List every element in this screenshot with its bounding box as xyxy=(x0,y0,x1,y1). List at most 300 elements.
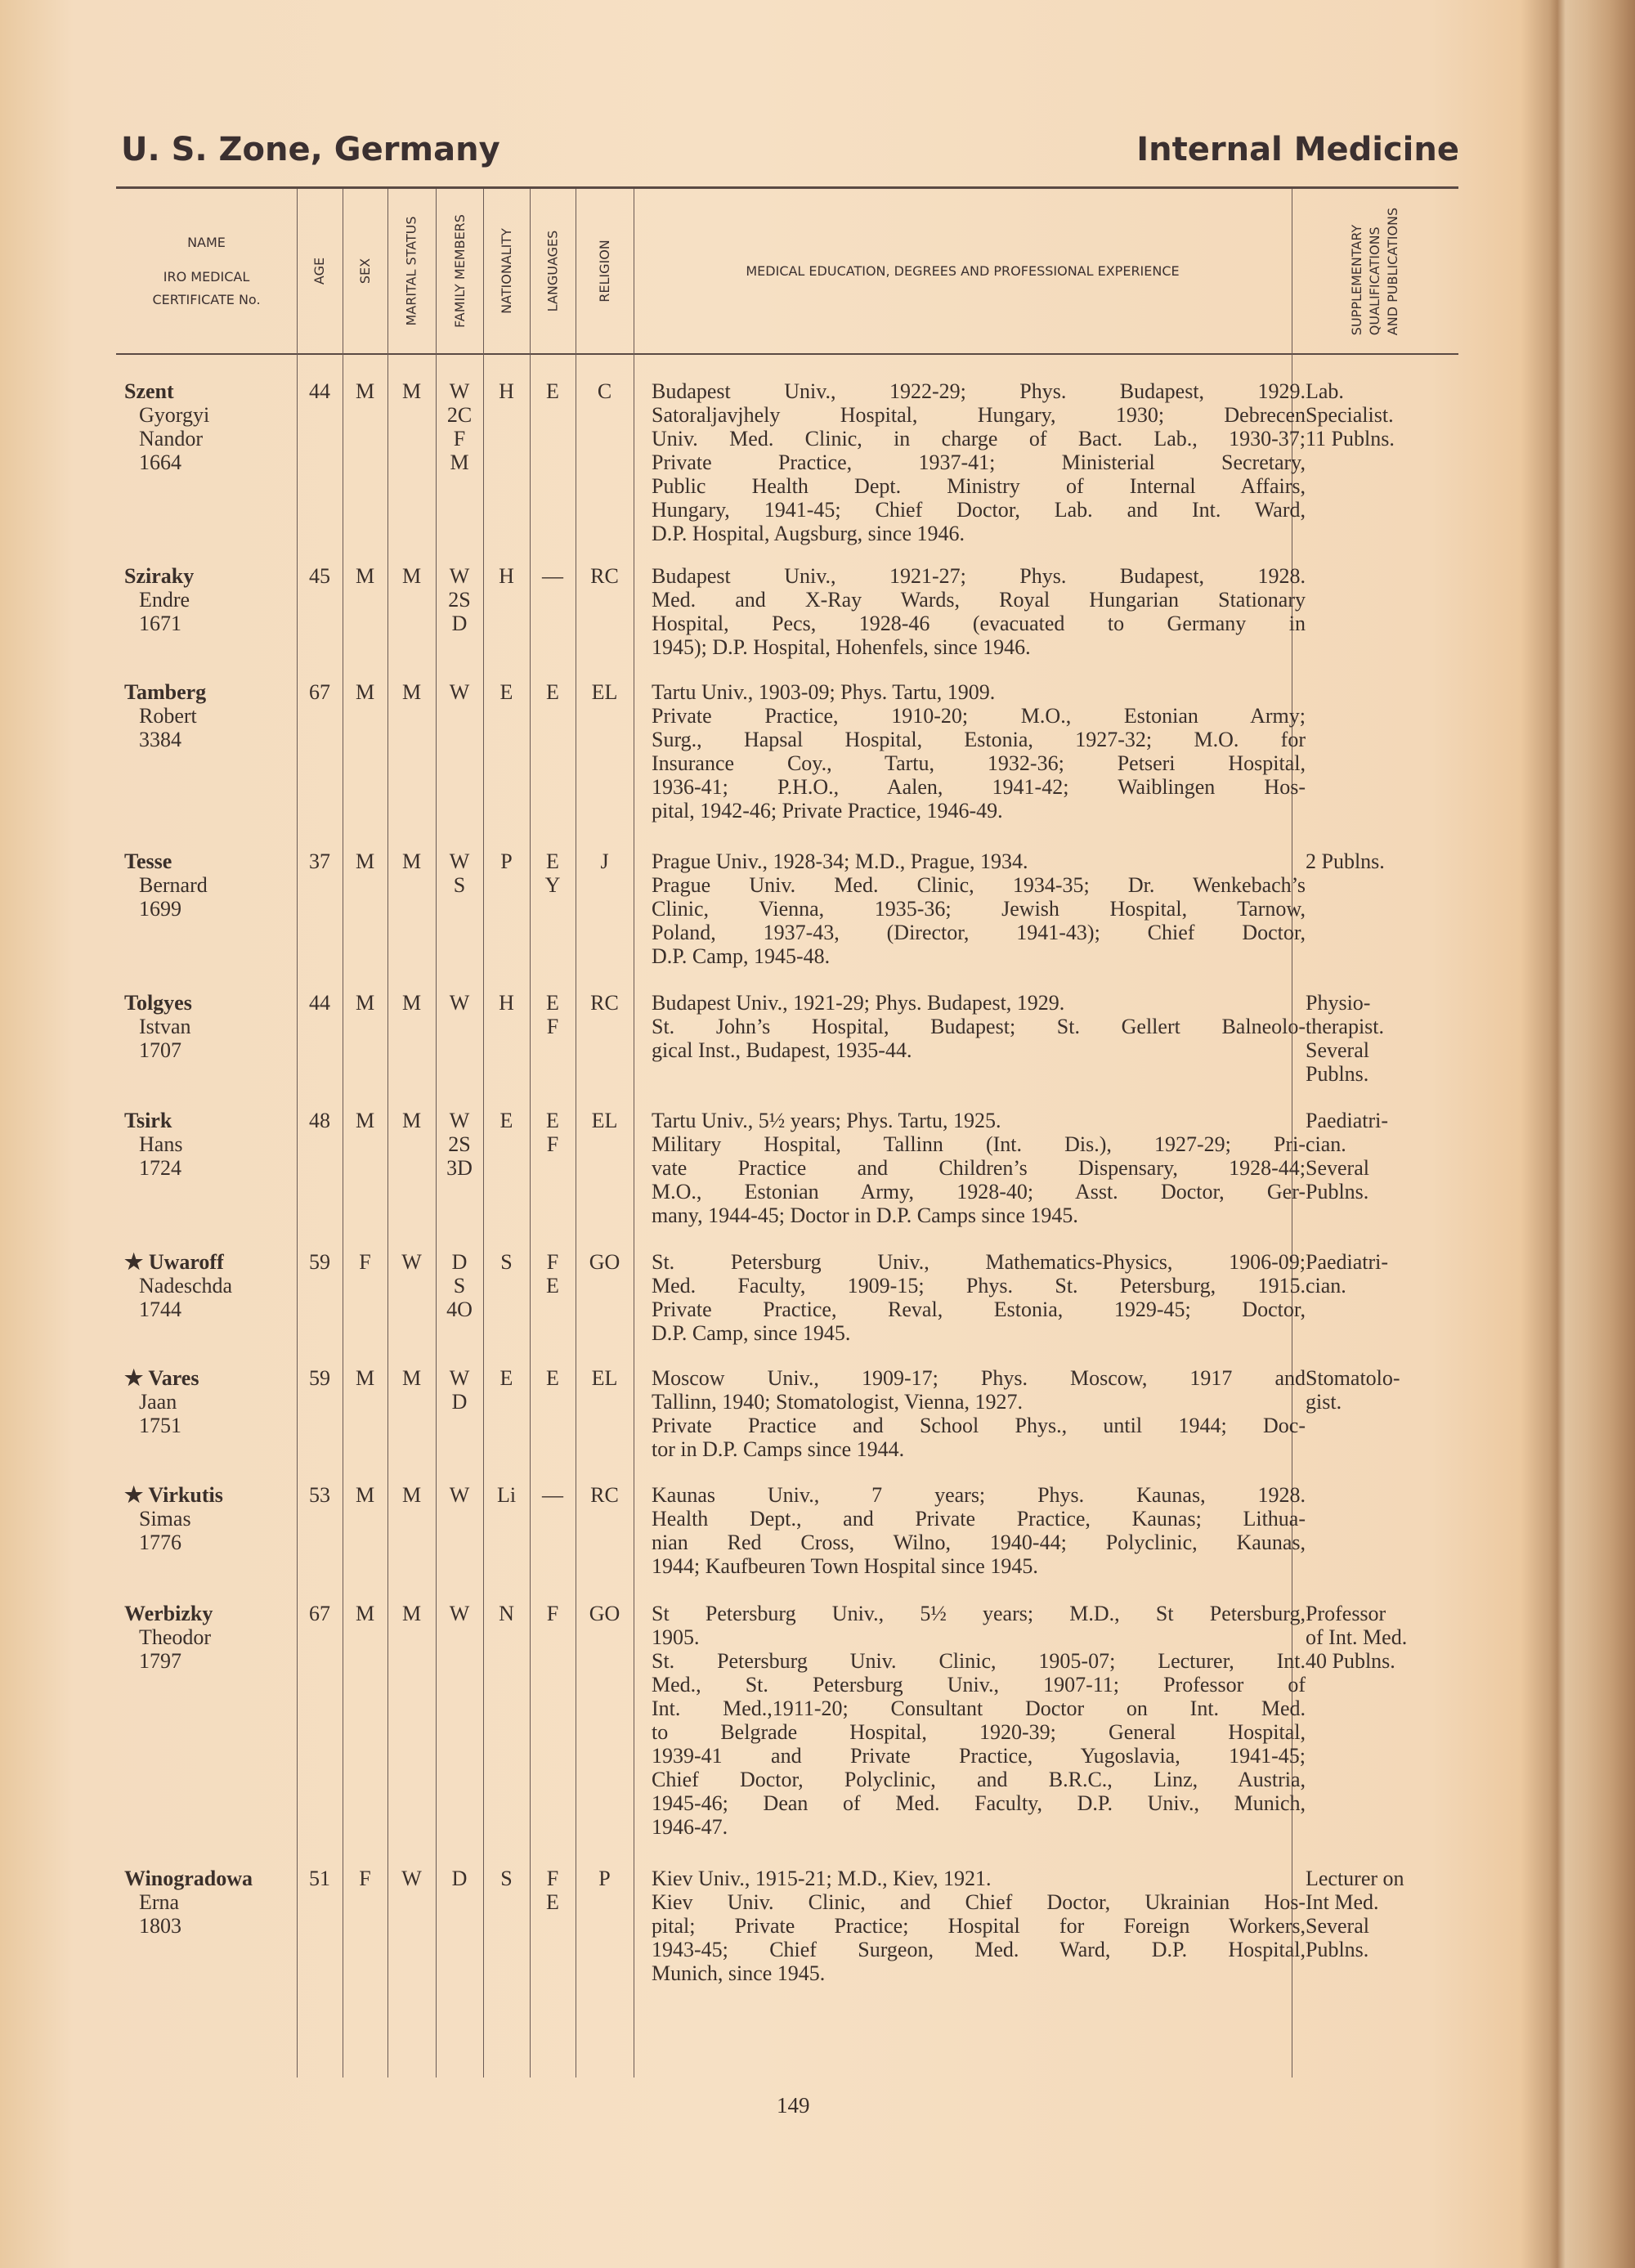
name-cell xyxy=(116,1483,297,1554)
col-header-languages xyxy=(530,189,576,353)
family-cell xyxy=(436,849,483,897)
religion-cell xyxy=(576,1366,634,1390)
education-line: Chief Doctor, Polyclinic, and B.R.C., Linz, Austria, xyxy=(652,1768,1306,1791)
sex-value: M xyxy=(355,680,375,704)
education-line: Satoraljavjhely Hospital, Hungary, 1930; Debrecen xyxy=(652,403,1306,427)
col-header-religion xyxy=(576,189,634,353)
supplementary-cell xyxy=(1306,379,1461,450)
education-line: Health Dept., and Private Practice, Kaunas; Lithua- xyxy=(652,1507,1306,1531)
religion-cell xyxy=(576,680,634,704)
education-line: 1946-47. xyxy=(652,1815,728,1839)
surname xyxy=(116,379,297,403)
languages-cell xyxy=(530,1867,576,1914)
religion-value: EL xyxy=(591,1366,618,1390)
education-cell xyxy=(652,680,1306,822)
education-line: Tallinn, 1940; Stomatologist, Vienna, 1927. xyxy=(652,1390,1024,1414)
nationality-value: Li xyxy=(496,1483,517,1507)
education-line: M.O., Estonian Army, 1928-40; Asst. Doctor, Ger- xyxy=(652,1180,1306,1203)
surname xyxy=(116,1483,297,1507)
star-icon: ★ xyxy=(124,1483,149,1507)
education-line: Univ. Med. Clinic, in charge of Bact. Lab., 1930-37; xyxy=(652,427,1306,450)
nationality-cell xyxy=(483,1109,530,1132)
education-line: D.P. Hospital, Augsburg, since 1946. xyxy=(652,522,965,545)
age-cell xyxy=(297,564,343,588)
family-value: W xyxy=(449,1366,470,1390)
nationality-value: N xyxy=(499,1602,514,1625)
supplementary-line: 40 Publns. xyxy=(1306,1649,1395,1673)
surname-text: Tsirk xyxy=(124,1109,172,1132)
family-cell xyxy=(436,1366,483,1414)
supplementary-line: Several xyxy=(1306,1156,1369,1180)
age-cell xyxy=(297,1602,343,1625)
education-line: 1945); D.P. Hospital, Hohenfels, since 1946. xyxy=(652,635,1031,659)
nationality-cell xyxy=(483,1602,530,1625)
education-line: D.P. Camp, 1945-48. xyxy=(652,944,831,968)
col-header-marital-label: MARITAL STATUS xyxy=(404,216,419,326)
certificate-number: 1724 xyxy=(139,1156,181,1180)
given-name: Istvan xyxy=(139,1015,191,1038)
certificate-number: 1664 xyxy=(139,450,181,474)
column-divider xyxy=(387,189,388,2078)
sex-cell xyxy=(343,680,387,704)
nationality-cell xyxy=(483,680,530,704)
page-number: 149 xyxy=(777,2093,810,2118)
col-header-religion-label: RELIGION xyxy=(597,240,613,303)
education-line: 1936-41; P.H.O., Aalen, 1941-42; Waiblingen Hos- xyxy=(652,775,1306,799)
given-name: Robert xyxy=(139,704,197,728)
education-line: Med., St. Petersburg Univ., 1907-11; Professor of xyxy=(652,1673,1306,1697)
nationality-cell xyxy=(483,1250,530,1274)
age-value: 59 xyxy=(309,1250,330,1274)
marital-cell xyxy=(387,1250,436,1274)
surname-text: Tamberg xyxy=(124,680,207,704)
marital-cell xyxy=(387,379,436,403)
family-cell xyxy=(436,379,483,474)
family-value: W xyxy=(449,564,470,588)
given-name: Hans xyxy=(139,1132,183,1156)
religion-value: RC xyxy=(590,991,619,1015)
family-value: 2C xyxy=(446,403,473,427)
col-header-name-line: IRO MEDICAL xyxy=(163,268,250,285)
education-cell xyxy=(652,991,1306,1062)
nationality-value: H xyxy=(499,564,514,588)
religion-value: EL xyxy=(591,1109,618,1132)
sex-value: M xyxy=(355,1109,375,1132)
education-line: Budapest Univ., 1922-29; Phys. Budapest, 1929. xyxy=(652,379,1306,403)
education-line: 1939-41 and Private Practice, Yugoslavia, 1941-45; xyxy=(652,1744,1306,1768)
family-value: 4O xyxy=(446,1298,473,1321)
education-line: Prague Univ. Med. Clinic, 1934-35; Dr. Wenkebach’s xyxy=(652,873,1306,897)
sex-value: M xyxy=(355,1366,375,1390)
education-line: tor in D.P. Camps since 1944. xyxy=(652,1437,905,1461)
education-line: Budapest Univ., 1921-29; Phys. Budapest, 1929. xyxy=(652,991,1065,1015)
age-value: 44 xyxy=(309,379,330,403)
age-cell xyxy=(297,379,343,403)
languages-value: E xyxy=(546,1366,559,1390)
education-line: Tartu Univ., 5½ years; Phys. Tartu, 1925. xyxy=(652,1109,1001,1132)
surname xyxy=(116,1602,297,1625)
supplementary-line: Publns. xyxy=(1306,1062,1369,1086)
family-value: W xyxy=(449,991,470,1015)
education-line: pital; Private Practice; Hospital for Foreign Workers, xyxy=(652,1914,1306,1938)
age-value: 59 xyxy=(309,1366,330,1390)
supplementary-line: Int Med. xyxy=(1306,1890,1379,1914)
name-cell xyxy=(116,991,297,1062)
religion-cell xyxy=(576,1483,634,1507)
supplementary-line: Lab. xyxy=(1306,379,1344,403)
name-cell xyxy=(116,1109,297,1180)
surname xyxy=(116,680,297,704)
education-line: 1945-46; Dean of Med. Faculty, D.P. Univ., Munich, xyxy=(652,1791,1306,1815)
family-value: M xyxy=(450,450,469,474)
education-line: Hungary, 1941-45; Chief Doctor, Lab. and Int. Ward, xyxy=(652,498,1306,522)
col-header-name xyxy=(116,189,297,353)
col-header-education-label: MEDICAL EDUCATION, DEGREES AND PROFESSIONAL EXPERIENCE xyxy=(746,263,1180,279)
age-value: 44 xyxy=(309,991,330,1015)
age-value: 48 xyxy=(309,1109,330,1132)
religion-cell xyxy=(576,1250,634,1274)
education-cell xyxy=(652,1366,1306,1461)
nationality-cell xyxy=(483,1366,530,1390)
education-line: Private Practice, Reval, Estonia, 1929-45; Doctor, xyxy=(652,1298,1306,1321)
surname xyxy=(116,1109,297,1132)
family-cell xyxy=(436,564,483,635)
education-line: Private Practice and School Phys., until 1944; Doc- xyxy=(652,1414,1306,1437)
religion-cell xyxy=(576,1109,634,1132)
family-value: D xyxy=(451,1390,468,1414)
col-header-supplementary xyxy=(1292,189,1458,353)
marital-cell xyxy=(387,1366,436,1390)
sex-cell xyxy=(343,1366,387,1390)
col-header-age-label: AGE xyxy=(311,257,328,285)
col-header-nationality xyxy=(483,189,530,353)
age-cell xyxy=(297,1366,343,1390)
supplementary-line: Paediatri- xyxy=(1306,1109,1389,1132)
languages-cell xyxy=(530,680,576,704)
education-line: Military Hospital, Tallinn (Int. Dis.), 1927-29; Pri- xyxy=(652,1132,1306,1156)
certificate-number: 1744 xyxy=(139,1298,181,1321)
education-cell xyxy=(652,564,1306,659)
family-value: W xyxy=(449,680,470,704)
marital-value: M xyxy=(401,991,422,1015)
given-name: Nadeschda xyxy=(139,1274,233,1298)
marital-cell xyxy=(387,991,436,1015)
education-line: Private Practice, 1937-41; Ministerial Secretary, xyxy=(652,450,1306,474)
education-line: Int. Med.,1911-20; Consultant Doctor on Int. Med. xyxy=(652,1697,1306,1720)
col-header-family-label: FAMILY MEMBERS xyxy=(451,214,468,328)
family-cell xyxy=(436,1483,483,1507)
religion-value: C xyxy=(597,379,612,403)
marital-cell xyxy=(387,1483,436,1507)
languages-value: — xyxy=(542,1483,563,1507)
family-value: F xyxy=(453,427,466,450)
family-value: S xyxy=(453,873,466,897)
certificate-number: 1797 xyxy=(139,1649,181,1673)
religion-value: J xyxy=(600,849,609,873)
marital-cell xyxy=(387,1867,436,1890)
age-cell xyxy=(297,1483,343,1507)
given-name: Endre xyxy=(139,588,190,612)
languages-value: F xyxy=(546,1132,559,1156)
nationality-value: E xyxy=(499,1109,513,1132)
religion-value: RC xyxy=(590,1483,619,1507)
education-line: Kaunas Univ., 7 years; Phys. Kaunas, 1928. xyxy=(652,1483,1306,1507)
education-line: Private Practice, 1910-20; M.O., Estonian Army; xyxy=(652,704,1306,728)
nationality-value: S xyxy=(500,1867,513,1890)
supplementary-cell xyxy=(1306,1109,1461,1203)
education-line: Kiev Univ., 1915-21; M.D., Kiev, 1921. xyxy=(652,1867,992,1890)
supplementary-line: Paediatri- xyxy=(1306,1250,1389,1274)
languages-value: F xyxy=(546,1015,559,1038)
sex-cell xyxy=(343,1109,387,1132)
sex-cell xyxy=(343,1867,387,1890)
religion-value: GO xyxy=(589,1602,620,1625)
marital-value: M xyxy=(401,1602,422,1625)
languages-value: F xyxy=(546,1250,559,1274)
given-name: Erna xyxy=(139,1890,180,1914)
certificate-number: 1776 xyxy=(139,1531,181,1554)
name-cell xyxy=(116,564,297,635)
col-header-name-line: CERTIFICATE No. xyxy=(152,291,261,307)
religion-value: EL xyxy=(591,680,618,704)
education-line: St Petersburg Univ., 5½ years; M.D., St Petersburg, xyxy=(652,1602,1306,1625)
certificate-number: 1707 xyxy=(139,1038,181,1062)
col-header-languages-label: LANGUAGES xyxy=(544,230,561,312)
supplementary-line: Publns. xyxy=(1306,1938,1369,1961)
education-line: Kiev Univ. Clinic, and Chief Doctor, Ukrainian Hos- xyxy=(652,1890,1306,1914)
languages-value: F xyxy=(546,1867,559,1890)
col-header-name-line: NAME xyxy=(187,234,226,250)
languages-value: E xyxy=(546,379,559,403)
languages-value: — xyxy=(542,564,563,588)
family-value: D xyxy=(451,612,468,635)
languages-cell xyxy=(530,1250,576,1298)
education-line: Prague Univ., 1928-34; M.D., Prague, 1934. xyxy=(652,849,1028,873)
education-line: vate Practice and Children’s Dispensary, 1928-44; xyxy=(652,1156,1306,1180)
languages-value: E xyxy=(546,991,559,1015)
given-name: Bernard xyxy=(139,873,208,897)
given-name: Theodor xyxy=(139,1625,212,1649)
education-line: to Belgrade Hospital, 1920-39; General Hospital, xyxy=(652,1720,1306,1744)
name-cell xyxy=(116,1250,297,1321)
header-bottom-rule xyxy=(116,353,1458,355)
surname-text: Virkutis xyxy=(148,1483,223,1507)
education-line: 1905. xyxy=(652,1625,700,1649)
family-cell xyxy=(436,1602,483,1625)
surname xyxy=(116,849,297,873)
col-header-supp-line: SUPPLEMENTARY xyxy=(1349,224,1364,335)
supplementary-cell xyxy=(1306,849,1461,873)
education-line: St. John’s Hospital, Budapest; St. Gellert Balneolo- xyxy=(652,1015,1306,1038)
marital-value: M xyxy=(401,849,422,873)
family-value: W xyxy=(449,1602,470,1625)
surname-text: Tolgyes xyxy=(124,991,192,1015)
age-value: 53 xyxy=(309,1483,330,1507)
nationality-cell xyxy=(483,564,530,588)
education-line: D.P. Camp, since 1945. xyxy=(652,1321,851,1345)
given-name: Simas xyxy=(139,1507,191,1531)
nationality-cell xyxy=(483,991,530,1015)
nationality-value: H xyxy=(499,991,514,1015)
nationality-cell xyxy=(483,1483,530,1507)
education-cell xyxy=(652,1483,1306,1578)
supplementary-line: Professor xyxy=(1306,1602,1386,1625)
sex-value: M xyxy=(355,1602,375,1625)
supplementary-line: of Int. Med. xyxy=(1306,1625,1408,1649)
surname-text: Szent xyxy=(124,379,174,403)
education-line: Public Health Dept. Ministry of Internal Affairs, xyxy=(652,474,1306,498)
education-cell xyxy=(652,1109,1306,1227)
languages-cell xyxy=(530,1602,576,1625)
age-cell xyxy=(297,1109,343,1132)
family-cell xyxy=(436,680,483,704)
sex-value: M xyxy=(355,849,375,873)
supplementary-line: 2 Publns. xyxy=(1306,849,1385,873)
marital-value: M xyxy=(401,680,422,704)
marital-value: M xyxy=(401,1109,422,1132)
supplementary-line: cian. xyxy=(1306,1132,1346,1156)
religion-cell xyxy=(576,991,634,1015)
languages-value: E xyxy=(546,1274,559,1298)
nationality-value: H xyxy=(499,379,514,403)
supplementary-line: gist. xyxy=(1306,1390,1342,1414)
education-line: Hospital, Pecs, 1928-46 (evacuated to Germany in xyxy=(652,612,1306,635)
religion-cell xyxy=(576,849,634,873)
languages-cell xyxy=(530,991,576,1038)
column-divider xyxy=(483,189,484,2078)
religion-cell xyxy=(576,564,634,588)
education-line: Insurance Coy., Tartu, 1932-36; Petseri Hospital, xyxy=(652,751,1306,775)
marital-cell xyxy=(387,1109,436,1132)
family-cell xyxy=(436,1867,483,1890)
name-cell xyxy=(116,849,297,921)
family-value: 2S xyxy=(448,1132,471,1156)
surname-text: Uwaroff xyxy=(148,1250,224,1274)
supplementary-line: Stomatolo- xyxy=(1306,1366,1400,1390)
education-cell xyxy=(652,1602,1306,1839)
sex-cell xyxy=(343,991,387,1015)
name-cell xyxy=(116,379,297,474)
languages-value: F xyxy=(546,1602,559,1625)
family-value: S xyxy=(453,1274,466,1298)
age-cell xyxy=(297,991,343,1015)
name-cell xyxy=(116,680,297,751)
marital-value: W xyxy=(401,1867,422,1890)
education-line: Budapest Univ., 1921-27; Phys. Budapest, 1928. xyxy=(652,564,1306,588)
nationality-value: S xyxy=(500,1250,513,1274)
languages-cell xyxy=(530,564,576,588)
religion-value: RC xyxy=(590,564,619,588)
supplementary-line: Several xyxy=(1306,1038,1369,1062)
sex-value: M xyxy=(355,379,375,403)
nationality-cell xyxy=(483,849,530,873)
languages-cell xyxy=(530,1483,576,1507)
surname xyxy=(116,1366,297,1390)
supplementary-line: cian. xyxy=(1306,1274,1346,1298)
given-name: Gyorgyi xyxy=(139,403,210,427)
supplementary-cell xyxy=(1306,1366,1461,1414)
marital-value: M xyxy=(401,1366,422,1390)
family-value: 3D xyxy=(446,1156,473,1180)
family-cell xyxy=(436,1109,483,1180)
family-value: W xyxy=(449,1109,470,1132)
family-value: D xyxy=(451,1867,468,1890)
family-cell xyxy=(436,1250,483,1321)
surname-text: Werbizky xyxy=(124,1602,213,1625)
surname-text: Winogradowa xyxy=(124,1867,253,1890)
sex-cell xyxy=(343,1483,387,1507)
education-line: Med. Faculty, 1909-15; Phys. St. Petersburg, 1915. xyxy=(652,1274,1306,1298)
supplementary-line: 11 Publns. xyxy=(1306,427,1395,450)
education-line: Poland, 1937-43, (Director, 1941-43); Chief Doctor, xyxy=(652,921,1306,944)
certificate-number: 1699 xyxy=(139,897,181,921)
languages-value: E xyxy=(546,1109,559,1132)
education-line: pital, 1942-46; Private Practice, 1946-49. xyxy=(652,799,1003,822)
col-header-supp-line: QUALIFICATIONS xyxy=(1367,226,1382,335)
surname-text: Sziraky xyxy=(124,564,195,588)
family-value: W xyxy=(449,379,470,403)
supplementary-cell xyxy=(1306,1602,1461,1673)
supplementary-line: therapist. xyxy=(1306,1015,1385,1038)
col-header-age xyxy=(297,189,343,353)
age-value: 51 xyxy=(309,1867,330,1890)
education-line: nian Red Cross, Wilno, 1940-44; Polyclinic, Kaunas, xyxy=(652,1531,1306,1554)
family-value: 2S xyxy=(448,588,471,612)
languages-cell xyxy=(530,1109,576,1156)
religion-value: P xyxy=(598,1867,611,1890)
education-line: St. Petersburg Univ. Clinic, 1905-07; Lecturer, Int. xyxy=(652,1649,1306,1673)
surname xyxy=(116,564,297,588)
marital-value: M xyxy=(401,379,422,403)
star-icon: ★ xyxy=(124,1250,149,1274)
languages-value: E xyxy=(546,849,559,873)
sex-value: M xyxy=(355,564,375,588)
col-header-nationality-label: NATIONALITY xyxy=(499,228,515,314)
nationality-cell xyxy=(483,379,530,403)
education-line: gical Inst., Budapest, 1935-44. xyxy=(652,1038,912,1062)
languages-value: Y xyxy=(544,873,561,897)
languages-value: E xyxy=(546,680,559,704)
marital-value: M xyxy=(401,1483,422,1507)
languages-cell xyxy=(530,1366,576,1390)
nationality-value: P xyxy=(500,849,513,873)
given-name: Jaan xyxy=(139,1390,177,1414)
marital-value: M xyxy=(401,564,422,588)
surname-text: Vares xyxy=(148,1366,199,1390)
name-cell xyxy=(116,1602,297,1673)
religion-cell xyxy=(576,1602,634,1625)
marital-cell xyxy=(387,849,436,873)
religion-cell xyxy=(576,379,634,403)
given-name: Nandor xyxy=(139,427,203,450)
languages-cell xyxy=(530,379,576,403)
languages-value: E xyxy=(546,1890,559,1914)
education-line: Moscow Univ., 1909-17; Phys. Moscow, 1917 and xyxy=(652,1366,1306,1390)
age-value: 67 xyxy=(309,1602,330,1625)
col-header-education xyxy=(634,189,1292,353)
certificate-number: 1803 xyxy=(139,1914,181,1938)
family-value: W xyxy=(449,849,470,873)
education-line: Clinic, Vienna, 1935-36; Jewish Hospital, Tarnow, xyxy=(652,897,1306,921)
family-cell xyxy=(436,991,483,1015)
age-value: 37 xyxy=(309,849,330,873)
supplementary-line: Several xyxy=(1306,1914,1369,1938)
education-line: Tartu Univ., 1903-09; Phys. Tartu, 1909. xyxy=(652,680,996,704)
sex-cell xyxy=(343,849,387,873)
age-value: 67 xyxy=(309,680,330,704)
column-divider xyxy=(297,189,298,2078)
sex-value: M xyxy=(355,1483,375,1507)
